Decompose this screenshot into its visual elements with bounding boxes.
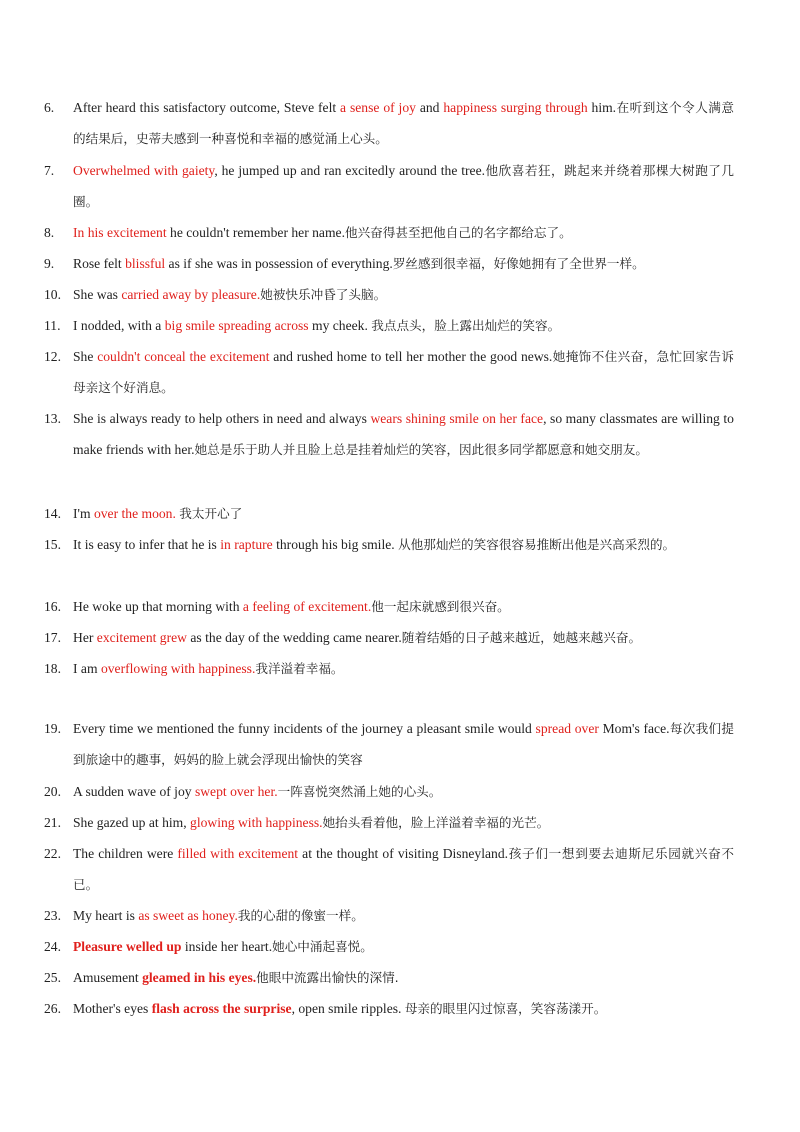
sentence-text: She gazed up at him, xyxy=(73,815,191,830)
chinese-translation: 她心中涌起喜悦。 xyxy=(272,939,373,954)
chinese-translation: 她被快乐冲昏了头脑。 xyxy=(260,287,387,302)
highlight-phrase: In his excitement xyxy=(73,225,167,240)
item-text xyxy=(73,776,734,807)
item-number: 21. xyxy=(44,815,61,830)
sentence-text: Rose felt xyxy=(73,256,126,271)
sentence-text: She xyxy=(73,349,98,364)
sentence-text: as the day of the wedding came nearer. xyxy=(187,630,402,645)
highlight-phrase: spread over xyxy=(535,721,599,736)
item-number: 7. xyxy=(44,163,55,178)
sentence-text: and xyxy=(415,100,444,115)
chinese-translation: 罗丝感到很幸福，好像她拥有了全世界一样。 xyxy=(392,256,645,271)
highlight-phrase: flash across the surprise xyxy=(151,1001,292,1016)
item-text xyxy=(73,279,734,310)
highlight-phrase: Pleasure welled up xyxy=(73,939,182,954)
chinese-translation: 我点点头，脸上露出灿烂的笑容。 xyxy=(371,318,561,333)
item-text xyxy=(73,591,734,622)
item-text xyxy=(73,653,734,684)
chinese-translation: 孩子们一想到要去迪斯尼乐园就兴奋不已。 xyxy=(73,846,734,892)
chinese-translation: 她总是乐于助人并且脸上总是挂着灿烂的笑容，因此很多同学都愿意和她交朋友。 xyxy=(194,442,648,457)
item-number: 11. xyxy=(44,318,61,333)
item-number: 16. xyxy=(44,599,61,614)
sentence-text: After heard this satisfactory outcome, Steve felt xyxy=(73,100,341,115)
highlight-phrase: a sense of joy xyxy=(340,100,416,115)
item-number: 10. xyxy=(44,287,61,302)
sentence-text: She was xyxy=(73,287,122,302)
sentence-text: He woke up that morning with xyxy=(73,599,243,614)
sentence-text: inside her heart. xyxy=(181,939,273,954)
highlight-phrase: excitement grew xyxy=(96,630,187,645)
item-text xyxy=(73,248,734,279)
sentence-text: , open smile ripples. xyxy=(291,1001,405,1016)
sentence-text: Mom's face. xyxy=(598,721,670,736)
sentence-text: as if she was in possession of everything. xyxy=(165,256,393,271)
item-text xyxy=(73,838,734,900)
item-text xyxy=(73,962,734,993)
highlight-phrase: big smile spreading across xyxy=(164,318,309,333)
highlight-phrase: blissful xyxy=(125,256,166,271)
item-text xyxy=(73,217,734,248)
sentence-text: my cheek. xyxy=(308,318,372,333)
item-number: 8. xyxy=(44,225,55,240)
chinese-translation: 母亲的眼里闪过惊喜，笑容荡漾开。 xyxy=(404,1001,607,1016)
sentence-text: and rushed home to tell her mother the good news. xyxy=(269,349,553,364)
highlight-phrase: Overwhelmed with gaiety xyxy=(73,163,215,178)
item-text xyxy=(73,713,734,775)
item-number: 23. xyxy=(44,908,61,923)
highlight-phrase: gleamed in his eyes. xyxy=(142,970,257,985)
item-text xyxy=(73,931,734,962)
highlight-phrase: glowing with happiness. xyxy=(190,815,323,830)
chinese-translation: 他一起床就感到很兴奋。 xyxy=(371,599,510,614)
chinese-translation: 在听到这个令人满意的结果后，史蒂夫感到一种喜悦和幸福的感觉涌上心头。 xyxy=(73,100,734,146)
item-number: 26. xyxy=(44,1001,61,1016)
sentence-text: I'm xyxy=(73,506,94,521)
item-number: 13. xyxy=(44,411,61,426)
chinese-translation: 他眼中流露出愉快的深情. xyxy=(256,970,399,985)
sentence-text: him. xyxy=(587,100,617,115)
item-text xyxy=(73,310,734,341)
highlight-phrase: carried away by pleasure. xyxy=(121,287,261,302)
sentence-text: The children were xyxy=(73,846,178,861)
chinese-translation: 我太开心了 xyxy=(179,506,243,521)
item-number: 6. xyxy=(44,100,55,115)
highlight-phrase: over the moon. xyxy=(93,506,176,521)
highlight-phrase: swept over her. xyxy=(194,784,278,799)
item-number: 20. xyxy=(44,784,61,799)
sentence-text: It is easy to infer that he is xyxy=(73,537,221,552)
item-number: 18. xyxy=(44,661,61,676)
chinese-translation: 我洋溢着幸福。 xyxy=(255,661,344,676)
item-text xyxy=(73,529,734,560)
item-number: 9. xyxy=(44,256,55,271)
highlight-phrase: a feeling of excitement. xyxy=(242,599,372,614)
highlight-phrase: as sweet as honey. xyxy=(138,908,238,923)
item-text xyxy=(73,993,734,1024)
sentence-text: She is always ready to help others in need and always xyxy=(73,411,371,426)
chinese-translation: 她抬头看着他，脸上洋溢着幸福的光芒。 xyxy=(322,815,550,830)
sentence-text: I nodded, with a xyxy=(73,318,165,333)
highlight-phrase: couldn't conceal the excitement xyxy=(97,349,270,364)
item-text xyxy=(73,807,734,838)
chinese-translation: 我的心甜的像蜜一样。 xyxy=(237,908,364,923)
sentence-text: Amusement xyxy=(73,970,143,985)
sentence-text: Mother's eyes xyxy=(73,1001,152,1016)
sentence-text: , he jumped up and ran excitedly around the tree. xyxy=(214,163,486,178)
highlight-phrase: overflowing with happiness. xyxy=(100,661,256,676)
chinese-translation: 随着结婚的日子越来越近，她越来越兴奋。 xyxy=(401,630,642,645)
item-text xyxy=(73,155,734,217)
sentence-text: at the thought of visiting Disneyland. xyxy=(298,846,509,861)
item-number: 15. xyxy=(44,537,61,552)
chinese-translation: 他兴奋得甚至把他自己的名字都给忘了。 xyxy=(344,225,572,240)
sentence-text: A sudden wave of joy xyxy=(73,784,195,799)
item-text xyxy=(73,341,734,403)
chinese-translation: 她掩饰不住兴奋，急忙回家告诉母亲这个好消息。 xyxy=(73,349,735,395)
chinese-translation: 每次我们提到旅途中的趣事，妈妈的脸上就会浮现出愉快的笑容 xyxy=(73,721,735,767)
item-text xyxy=(73,622,734,653)
highlight-phrase: in rapture xyxy=(220,537,273,552)
item-text xyxy=(73,498,734,529)
highlight-phrase: filled with excitement xyxy=(177,846,299,861)
sentence-text: he couldn't remember her name. xyxy=(166,225,345,240)
sentence-text: , so many classmates are willing to make friends with her. xyxy=(73,411,734,457)
chinese-translation: 他欣喜若狂，跳起来并绕着那棵大树跑了几圈。 xyxy=(73,163,734,209)
highlight-phrase: happiness surging through xyxy=(443,100,588,115)
chinese-translation: 从他那灿烂的笑容很容易推断出他是兴高采烈的。 xyxy=(398,537,676,552)
item-text xyxy=(73,92,734,154)
sentence-text: I am xyxy=(73,661,101,676)
sentence-text: My heart is xyxy=(73,908,139,923)
sentence-text: through his big smile. xyxy=(272,537,399,552)
sentence-text: Her xyxy=(73,630,97,645)
highlight-phrase: wears shining smile on her face xyxy=(370,411,544,426)
item-number: 25. xyxy=(44,970,61,985)
item-number: 14. xyxy=(44,506,61,521)
chinese-translation: 一阵喜悦突然涌上她的心头。 xyxy=(277,784,442,799)
sentence-text: Every time we mentioned the funny incidents of the journey a pleasant smile would xyxy=(73,721,536,736)
item-number: 17. xyxy=(44,630,61,645)
item-text xyxy=(73,403,734,465)
item-number: 24. xyxy=(44,939,61,954)
item-number: 22. xyxy=(44,846,61,861)
item-text xyxy=(73,900,734,931)
item-number: 19. xyxy=(44,721,61,736)
item-number: 12. xyxy=(44,349,61,364)
